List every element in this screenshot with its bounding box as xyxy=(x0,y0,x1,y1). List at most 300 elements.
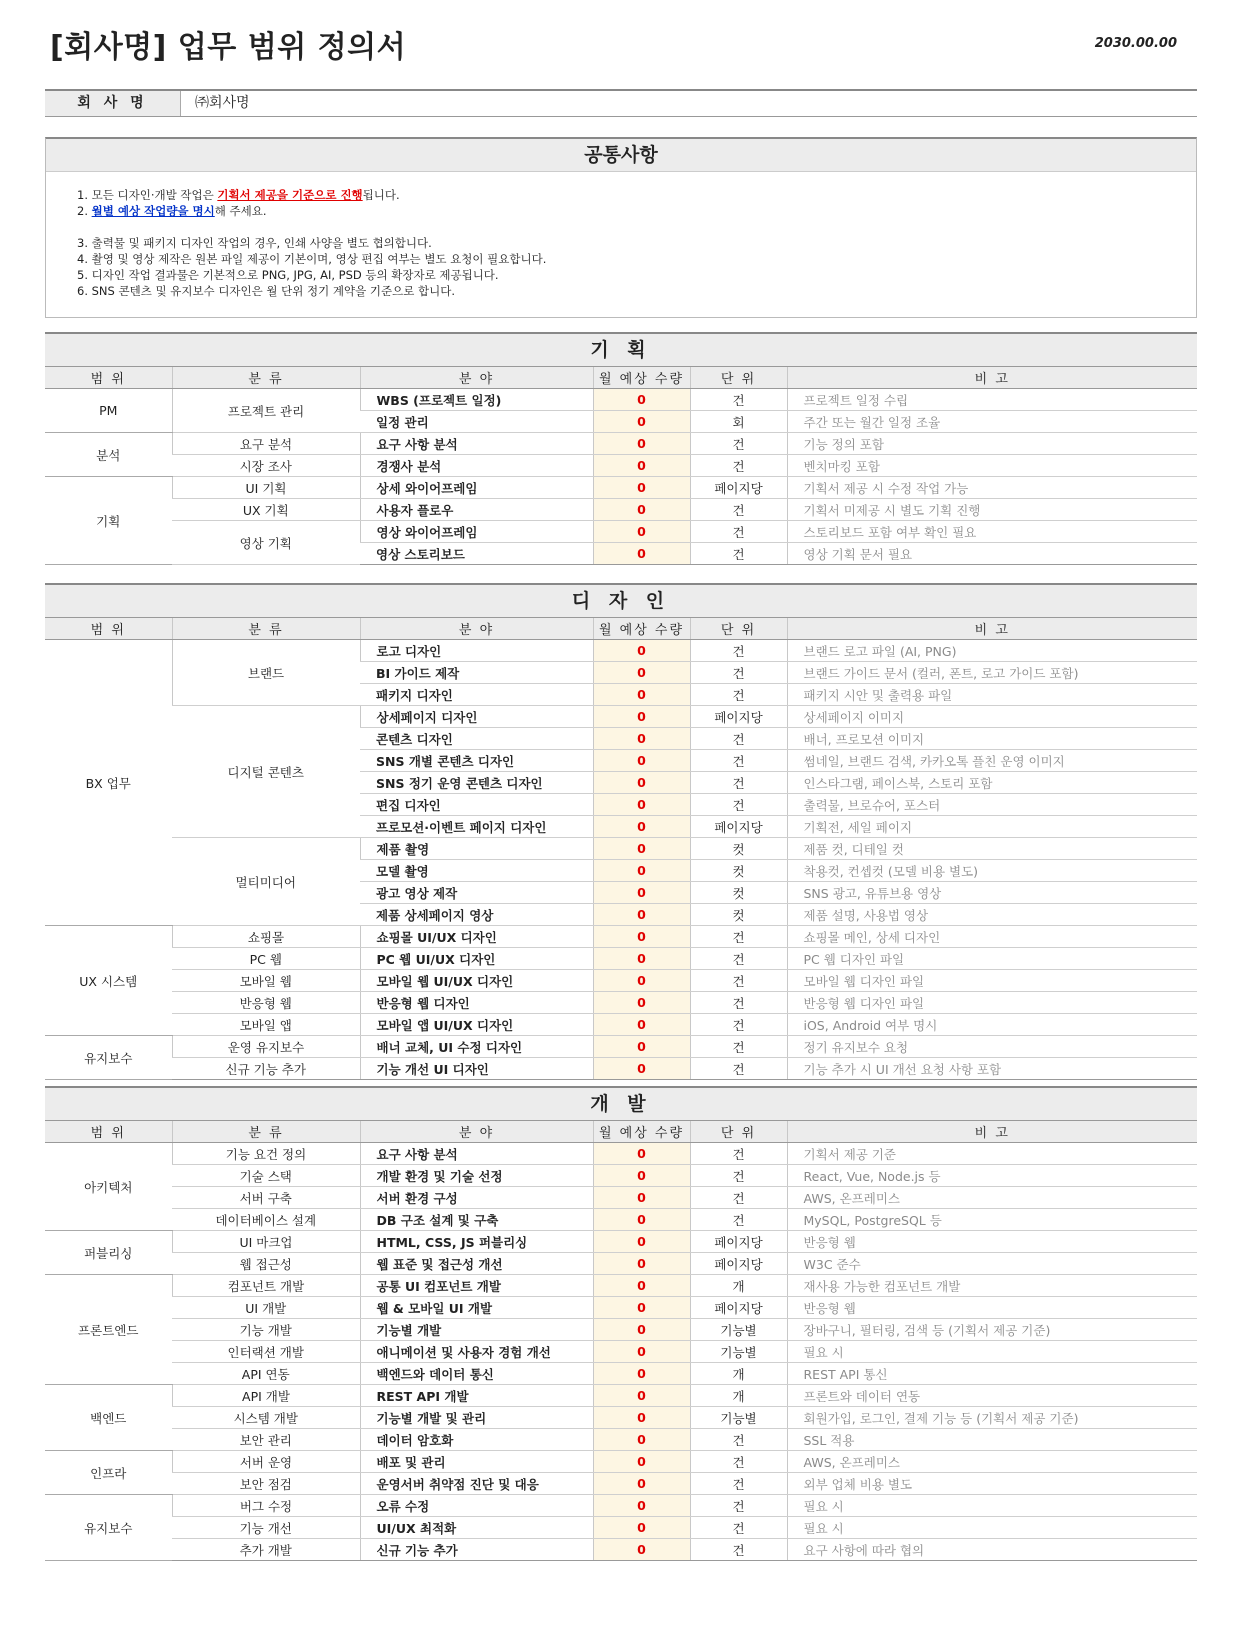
table-row xyxy=(45,1429,1197,1451)
qty-cell: 0 xyxy=(593,1036,690,1058)
table-row xyxy=(45,521,1197,543)
qty-cell: 0 xyxy=(593,750,690,772)
qty-cell: 0 xyxy=(593,1209,690,1231)
category-cell: 요구 분석 xyxy=(172,433,360,455)
field-cell: UI/UX 최적화 xyxy=(360,1517,593,1539)
qty-cell: 0 xyxy=(593,1385,690,1407)
category-cell: 모바일 앱 xyxy=(172,1014,360,1036)
note-cell: 기능 정의 포함 xyxy=(787,433,1197,455)
table-row xyxy=(45,970,1197,992)
qty-cell: 0 xyxy=(593,948,690,970)
header-category: 분 류 xyxy=(172,618,360,640)
qty-cell: 0 xyxy=(593,992,690,1014)
table-row xyxy=(45,1253,1197,1275)
note-item-5: 5. 디자인 작업 결과물은 기본적으로 PNG, JPG, AI, PSD 등의 확장자로 제공됩니다. xyxy=(77,268,499,282)
table-row xyxy=(45,1451,1197,1473)
table-row xyxy=(45,992,1197,1014)
field-cell: 배너 교체, UI 수정 디자인 xyxy=(360,1036,593,1058)
scope-cell: 유지보수 xyxy=(45,1495,172,1561)
section-design xyxy=(45,583,1197,1080)
note-highlight-red: 기획서 제공을 기준으로 진행 xyxy=(217,188,363,202)
header-category: 분 류 xyxy=(172,367,360,389)
header-field: 분 야 xyxy=(360,618,593,640)
qty-cell: 0 xyxy=(593,904,690,926)
field-cell: 로고 디자인 xyxy=(360,640,593,662)
header-qty: 월 예상 수량 xyxy=(593,618,690,640)
table-row xyxy=(45,1407,1197,1429)
note-cell: 기획서 제공 기준 xyxy=(787,1143,1197,1165)
field-cell: 쇼핑몰 UI/UX 디자인 xyxy=(360,926,593,948)
table-row xyxy=(45,433,1197,455)
note-cell: 반응형 웹 xyxy=(787,1297,1197,1319)
scope-cell: 프론트엔드 xyxy=(45,1275,172,1385)
note-cell: 배너, 프로모션 이미지 xyxy=(787,728,1197,750)
table-row xyxy=(45,477,1197,499)
unit-cell: 건 xyxy=(690,640,787,662)
unit-cell: 건 xyxy=(690,1495,787,1517)
table-row xyxy=(45,1297,1197,1319)
note-item-6: 6. SNS 콘텐츠 및 유지보수 디자인은 월 단위 정기 계약을 기준으로 합니다. xyxy=(77,284,455,298)
category-cell: UI 개발 xyxy=(172,1297,360,1319)
field-cell: 요구 사항 분석 xyxy=(360,433,593,455)
unit-cell: 건 xyxy=(690,433,787,455)
unit-cell: 건 xyxy=(690,750,787,772)
note-cell: 기획서 미제공 시 별도 기획 진행 xyxy=(787,499,1197,521)
field-cell: 공통 UI 컴포넌트 개발 xyxy=(360,1275,593,1297)
unit-cell: 건 xyxy=(690,499,787,521)
unit-cell: 건 xyxy=(690,543,787,565)
field-cell: 기능 개선 UI 디자인 xyxy=(360,1058,593,1080)
note-cell: 재사용 가능한 컴포넌트 개발 xyxy=(787,1275,1197,1297)
header-unit: 단 위 xyxy=(690,618,787,640)
section-title: 기 획 xyxy=(45,332,1197,367)
qty-cell: 0 xyxy=(593,1407,690,1429)
header-field: 분 야 xyxy=(360,367,593,389)
note-item-1: 1. 모든 디자인·개발 작업은 기획서 제공을 기준으로 진행됩니다. xyxy=(77,188,400,202)
note-cell: 기능 추가 시 UI 개선 요청 사항 포함 xyxy=(787,1058,1197,1080)
header-field: 분 야 xyxy=(360,1121,593,1143)
table-row xyxy=(45,1143,1197,1165)
header-note: 비 고 xyxy=(787,618,1197,640)
category-cell: UI 마크업 xyxy=(172,1231,360,1253)
field-cell: 기능별 개발 및 관리 xyxy=(360,1407,593,1429)
unit-cell: 기능별 xyxy=(690,1341,787,1363)
qty-cell: 0 xyxy=(593,728,690,750)
field-cell: 운영서버 취약점 진단 및 대응 xyxy=(360,1473,593,1495)
table-row xyxy=(45,389,1197,411)
note-cell: 패키지 시안 및 출력용 파일 xyxy=(787,684,1197,706)
qty-cell: 0 xyxy=(593,1495,690,1517)
note-cell: 반응형 웹 xyxy=(787,1231,1197,1253)
field-cell: 콘텐츠 디자인 xyxy=(360,728,593,750)
field-cell: 프로모션·이벤트 페이지 디자인 xyxy=(360,816,593,838)
table-row xyxy=(45,1517,1197,1539)
table-row xyxy=(45,706,1197,728)
table-row xyxy=(45,1209,1197,1231)
unit-cell: 건 xyxy=(690,1429,787,1451)
qty-cell: 0 xyxy=(593,1539,690,1561)
unit-cell: 건 xyxy=(690,1143,787,1165)
category-cell: 브랜드 xyxy=(172,640,360,706)
note-item-2: 2. 월별 예상 작업량을 명시해 주세요. xyxy=(77,204,267,218)
table-row xyxy=(45,1231,1197,1253)
field-cell: 모바일 앱 UI/UX 디자인 xyxy=(360,1014,593,1036)
note-item-4: 4. 촬영 및 영상 제작은 원본 파일 제공이 기본이며, 영상 편집 여부는 별도 요청이 필요합니다. xyxy=(77,252,547,266)
unit-cell: 건 xyxy=(690,772,787,794)
unit-cell: 건 xyxy=(690,1539,787,1561)
qty-cell: 0 xyxy=(593,684,690,706)
category-cell: 시스템 개발 xyxy=(172,1407,360,1429)
table-row xyxy=(45,948,1197,970)
note-cell: 쇼핑몰 메인, 상세 디자인 xyxy=(787,926,1197,948)
category-cell: 기술 스택 xyxy=(172,1165,360,1187)
category-cell: 보안 관리 xyxy=(172,1429,360,1451)
table-row xyxy=(45,1473,1197,1495)
note-cell: 정기 유지보수 요청 xyxy=(787,1036,1197,1058)
category-cell: 서버 운영 xyxy=(172,1451,360,1473)
section-title: 개 발 xyxy=(45,1086,1197,1121)
qty-cell: 0 xyxy=(593,477,690,499)
header-qty: 월 예상 수량 xyxy=(593,1121,690,1143)
note-cell: 프로젝트 일정 수립 xyxy=(787,389,1197,411)
field-cell: BI 가이드 제작 xyxy=(360,662,593,684)
category-cell: 영상 기획 xyxy=(172,521,360,565)
unit-cell: 페이지당 xyxy=(690,816,787,838)
qty-cell: 0 xyxy=(593,816,690,838)
note-cell: AWS, 온프레미스 xyxy=(787,1187,1197,1209)
qty-cell: 0 xyxy=(593,1451,690,1473)
category-cell: 추가 개발 xyxy=(172,1539,360,1561)
field-cell: 웹 & 모바일 UI 개발 xyxy=(360,1297,593,1319)
unit-cell: 건 xyxy=(690,970,787,992)
unit-cell: 건 xyxy=(690,1473,787,1495)
header-category: 분 류 xyxy=(172,1121,360,1143)
field-cell: 배포 및 관리 xyxy=(360,1451,593,1473)
note-cell: 벤치마킹 포함 xyxy=(787,455,1197,477)
field-cell: 서버 환경 구성 xyxy=(360,1187,593,1209)
field-cell: 백엔드와 데이터 통신 xyxy=(360,1363,593,1385)
unit-cell: 건 xyxy=(690,794,787,816)
unit-cell: 건 xyxy=(690,1451,787,1473)
qty-cell: 0 xyxy=(593,1473,690,1495)
category-cell: 기능 요건 정의 xyxy=(172,1143,360,1165)
header-note: 비 고 xyxy=(787,1121,1197,1143)
qty-cell: 0 xyxy=(593,389,690,411)
note-cell: 주간 또는 월간 일정 조율 xyxy=(787,411,1197,433)
field-cell: 개발 환경 및 기술 선정 xyxy=(360,1165,593,1187)
qty-cell: 0 xyxy=(593,1187,690,1209)
scope-cell: 기획 xyxy=(45,477,172,565)
category-cell: 서버 구축 xyxy=(172,1187,360,1209)
unit-cell: 개 xyxy=(690,1385,787,1407)
unit-cell: 건 xyxy=(690,1517,787,1539)
note-cell: 썸네일, 브랜드 검색, 카카오톡 플친 운영 이미지 xyxy=(787,750,1197,772)
category-cell: 신규 기능 추가 xyxy=(172,1058,360,1080)
field-cell: 제품 촬영 xyxy=(360,838,593,860)
scope-cell: PM xyxy=(45,389,172,433)
category-cell: 모바일 웹 xyxy=(172,970,360,992)
qty-cell: 0 xyxy=(593,455,690,477)
category-cell: 컴포넌트 개발 xyxy=(172,1275,360,1297)
note-cell: 프론트와 데이터 연동 xyxy=(787,1385,1197,1407)
category-cell: 버그 수정 xyxy=(172,1495,360,1517)
table-row xyxy=(45,1385,1197,1407)
table-row xyxy=(45,1014,1197,1036)
common-notes-title: 공통사항 xyxy=(46,139,1196,172)
unit-cell: 컷 xyxy=(690,838,787,860)
unit-cell: 건 xyxy=(690,521,787,543)
note-cell: AWS, 온프레미스 xyxy=(787,1451,1197,1473)
unit-cell: 페이지당 xyxy=(690,477,787,499)
qty-cell: 0 xyxy=(593,543,690,565)
qty-cell: 0 xyxy=(593,1253,690,1275)
category-cell: 쇼핑몰 xyxy=(172,926,360,948)
qty-cell: 0 xyxy=(593,1319,690,1341)
field-cell: 오류 수정 xyxy=(360,1495,593,1517)
company-label: 회 사 명 xyxy=(45,91,181,116)
note-cell: 착용컷, 컨셉컷 (모델 비용 별도) xyxy=(787,860,1197,882)
note-item-3: 3. 출력물 및 패키지 디자인 작업의 경우, 인쇄 사양을 별도 협의합니다. xyxy=(77,236,432,250)
qty-cell: 0 xyxy=(593,662,690,684)
qty-cell: 0 xyxy=(593,499,690,521)
note-cell: 기획서 제공 시 수정 작업 가능 xyxy=(787,477,1197,499)
unit-cell: 컷 xyxy=(690,882,787,904)
field-cell: HTML, CSS, JS 퍼블리싱 xyxy=(360,1231,593,1253)
note-cell: 스토리보드 포함 여부 확인 필요 xyxy=(787,521,1197,543)
category-cell: API 개발 xyxy=(172,1385,360,1407)
unit-cell: 컷 xyxy=(690,904,787,926)
category-cell: 웹 접근성 xyxy=(172,1253,360,1275)
category-cell: 기능 개선 xyxy=(172,1517,360,1539)
unit-cell: 건 xyxy=(690,1058,787,1080)
qty-cell: 0 xyxy=(593,860,690,882)
field-cell: 영상 스토리보드 xyxy=(360,543,593,565)
note-cell: REST API 통신 xyxy=(787,1363,1197,1385)
unit-cell: 건 xyxy=(690,1036,787,1058)
field-cell: 데이터 암호화 xyxy=(360,1429,593,1451)
note-highlight-blue: 월별 예상 작업량을 명시 xyxy=(91,204,215,218)
note-cell: 영상 기획 문서 필요 xyxy=(787,543,1197,565)
qty-cell: 0 xyxy=(593,970,690,992)
note-cell: 인스타그램, 페이스북, 스토리 포함 xyxy=(787,772,1197,794)
note-cell: 필요 시 xyxy=(787,1517,1197,1539)
unit-cell: 페이지당 xyxy=(690,1253,787,1275)
unit-cell: 건 xyxy=(690,684,787,706)
unit-cell: 페이지당 xyxy=(690,706,787,728)
header-qty: 월 예상 수량 xyxy=(593,367,690,389)
unit-cell: 건 xyxy=(690,1014,787,1036)
category-cell: PC 웹 xyxy=(172,948,360,970)
note-cell: 제품 컷, 디테일 컷 xyxy=(787,838,1197,860)
section-development xyxy=(45,1086,1197,1561)
table-row xyxy=(45,455,1197,477)
scope-table xyxy=(45,1121,1197,1561)
header-unit: 단 위 xyxy=(690,367,787,389)
note-cell: 장바구니, 필터링, 검색 등 (기획서 제공 기준) xyxy=(787,1319,1197,1341)
table-row xyxy=(45,1036,1197,1058)
qty-cell: 0 xyxy=(593,1058,690,1080)
qty-cell: 0 xyxy=(593,1275,690,1297)
category-cell: 멀티미디어 xyxy=(172,838,360,926)
note-cell: 회원가입, 로그인, 결제 기능 등 (기획서 제공 기준) xyxy=(787,1407,1197,1429)
note-cell: 상세페이지 이미지 xyxy=(787,706,1197,728)
field-cell: 요구 사항 분석 xyxy=(360,1143,593,1165)
note-cell: iOS, Android 여부 명시 xyxy=(787,1014,1197,1036)
category-cell: 반응형 웹 xyxy=(172,992,360,1014)
unit-cell: 건 xyxy=(690,662,787,684)
unit-cell: 개 xyxy=(690,1363,787,1385)
unit-cell: 회 xyxy=(690,411,787,433)
qty-cell: 0 xyxy=(593,1297,690,1319)
qty-cell: 0 xyxy=(593,1165,690,1187)
qty-cell: 0 xyxy=(593,926,690,948)
note-cell: 요구 사항에 따라 협의 xyxy=(787,1539,1197,1561)
note-cell: 외부 업체 비용 별도 xyxy=(787,1473,1197,1495)
field-cell: REST API 개발 xyxy=(360,1385,593,1407)
company-name: ㈜회사명 xyxy=(195,95,250,111)
scope-cell: UX 시스템 xyxy=(45,926,172,1036)
note-cell: W3C 준수 xyxy=(787,1253,1197,1275)
note-cell: 브랜드 로고 파일 (AI, PNG) xyxy=(787,640,1197,662)
company-row xyxy=(45,89,1197,117)
qty-cell: 0 xyxy=(593,706,690,728)
qty-cell: 0 xyxy=(593,1143,690,1165)
table-row xyxy=(45,1319,1197,1341)
note-cell: MySQL, PostgreSQL 등 xyxy=(787,1209,1197,1231)
table-row xyxy=(45,1165,1197,1187)
unit-cell: 기능별 xyxy=(690,1319,787,1341)
qty-cell: 0 xyxy=(593,1363,690,1385)
field-cell: SNS 개별 콘텐츠 디자인 xyxy=(360,750,593,772)
header-unit: 단 위 xyxy=(690,1121,787,1143)
note-cell: 필요 시 xyxy=(787,1341,1197,1363)
field-cell: 반응형 웹 디자인 xyxy=(360,992,593,1014)
category-cell: 인터랙션 개발 xyxy=(172,1341,360,1363)
table-row xyxy=(45,499,1197,521)
note-cell: React, Vue, Node.js 등 xyxy=(787,1165,1197,1187)
table-row xyxy=(45,1495,1197,1517)
table-row xyxy=(45,926,1197,948)
unit-cell: 건 xyxy=(690,728,787,750)
qty-cell: 0 xyxy=(593,433,690,455)
qty-cell: 0 xyxy=(593,1517,690,1539)
common-notes-box xyxy=(45,137,1197,318)
table-row xyxy=(45,640,1197,662)
field-cell: 경쟁사 분석 xyxy=(360,455,593,477)
qty-cell: 0 xyxy=(593,1231,690,1253)
table-row xyxy=(45,1275,1197,1297)
table-row xyxy=(45,1341,1197,1363)
scope-cell: BX 업무 xyxy=(45,640,172,926)
unit-cell: 건 xyxy=(690,389,787,411)
qty-cell: 0 xyxy=(593,521,690,543)
qty-cell: 0 xyxy=(593,640,690,662)
qty-cell: 0 xyxy=(593,772,690,794)
scope-cell: 유지보수 xyxy=(45,1036,172,1080)
category-cell: 시장 조사 xyxy=(172,455,360,477)
field-cell: 일정 관리 xyxy=(360,411,593,433)
table-row xyxy=(45,1058,1197,1080)
unit-cell: 페이지당 xyxy=(690,1231,787,1253)
field-cell: 사용자 플로우 xyxy=(360,499,593,521)
category-cell: API 연동 xyxy=(172,1363,360,1385)
qty-cell: 0 xyxy=(593,1014,690,1036)
unit-cell: 건 xyxy=(690,455,787,477)
category-cell: 기능 개발 xyxy=(172,1319,360,1341)
qty-cell: 0 xyxy=(593,1341,690,1363)
scope-cell: 분석 xyxy=(45,433,172,477)
scope-table xyxy=(45,618,1197,1080)
common-notes-list xyxy=(46,187,1196,299)
field-cell: 광고 영상 제작 xyxy=(360,882,593,904)
field-cell: 패키지 디자인 xyxy=(360,684,593,706)
note-cell: 제품 설명, 사용법 영상 xyxy=(787,904,1197,926)
note-cell: SNS 광고, 유튜브용 영상 xyxy=(787,882,1197,904)
field-cell: PC 웹 UI/UX 디자인 xyxy=(360,948,593,970)
note-cell: 기획전, 세일 페이지 xyxy=(787,816,1197,838)
scope-cell: 퍼블리싱 xyxy=(45,1231,172,1275)
field-cell: 신규 기능 추가 xyxy=(360,1539,593,1561)
field-cell: 애니메이션 및 사용자 경험 개선 xyxy=(360,1341,593,1363)
category-cell: 프로젝트 관리 xyxy=(172,389,360,433)
note-cell: 브랜드 가이드 문서 (컬러, 폰트, 로고 가이드 포함) xyxy=(787,662,1197,684)
note-cell: 필요 시 xyxy=(787,1495,1197,1517)
field-cell: 상세 와이어프레임 xyxy=(360,477,593,499)
unit-cell: 개 xyxy=(690,1275,787,1297)
field-cell: WBS (프로젝트 일정) xyxy=(360,389,593,411)
note-spacer xyxy=(77,219,1196,235)
field-cell: 기능별 개발 xyxy=(360,1319,593,1341)
note-cell: 출력물, 브로슈어, 포스터 xyxy=(787,794,1197,816)
category-cell: UX 기획 xyxy=(172,499,360,521)
unit-cell: 건 xyxy=(690,1209,787,1231)
header-scope: 범 위 xyxy=(45,367,172,389)
category-cell: 운영 유지보수 xyxy=(172,1036,360,1058)
field-cell: 웹 표준 및 접근성 개선 xyxy=(360,1253,593,1275)
section-title: 디 자 인 xyxy=(45,583,1197,618)
unit-cell: 기능별 xyxy=(690,1407,787,1429)
note-cell: 모바일 웹 디자인 파일 xyxy=(787,970,1197,992)
qty-cell: 0 xyxy=(593,794,690,816)
unit-cell: 건 xyxy=(690,992,787,1014)
field-cell: 편집 디자인 xyxy=(360,794,593,816)
unit-cell: 건 xyxy=(690,1165,787,1187)
scope-cell: 백엔드 xyxy=(45,1385,172,1451)
field-cell: 상세페이지 디자인 xyxy=(360,706,593,728)
note-cell: SSL 적용 xyxy=(787,1429,1197,1451)
category-cell: 보안 점검 xyxy=(172,1473,360,1495)
document-date: 2030.00.00 xyxy=(1094,36,1177,51)
document-title: [회사명] 업무 범위 정의서 xyxy=(50,30,407,65)
category-cell: 데이터베이스 설계 xyxy=(172,1209,360,1231)
field-cell: 모델 촬영 xyxy=(360,860,593,882)
table-row xyxy=(45,838,1197,860)
header-note: 비 고 xyxy=(787,367,1197,389)
field-cell: DB 구조 설계 및 구축 xyxy=(360,1209,593,1231)
qty-cell: 0 xyxy=(593,1429,690,1451)
scope-cell: 인프라 xyxy=(45,1451,172,1495)
scope-table xyxy=(45,367,1197,565)
section-planning xyxy=(45,332,1197,565)
note-cell: PC 웹 디자인 파일 xyxy=(787,948,1197,970)
unit-cell: 페이지당 xyxy=(690,1297,787,1319)
note-cell: 반응형 웹 디자인 파일 xyxy=(787,992,1197,1014)
scope-cell: 아키텍처 xyxy=(45,1143,172,1231)
qty-cell: 0 xyxy=(593,882,690,904)
unit-cell: 컷 xyxy=(690,860,787,882)
table-row xyxy=(45,1363,1197,1385)
unit-cell: 건 xyxy=(690,948,787,970)
